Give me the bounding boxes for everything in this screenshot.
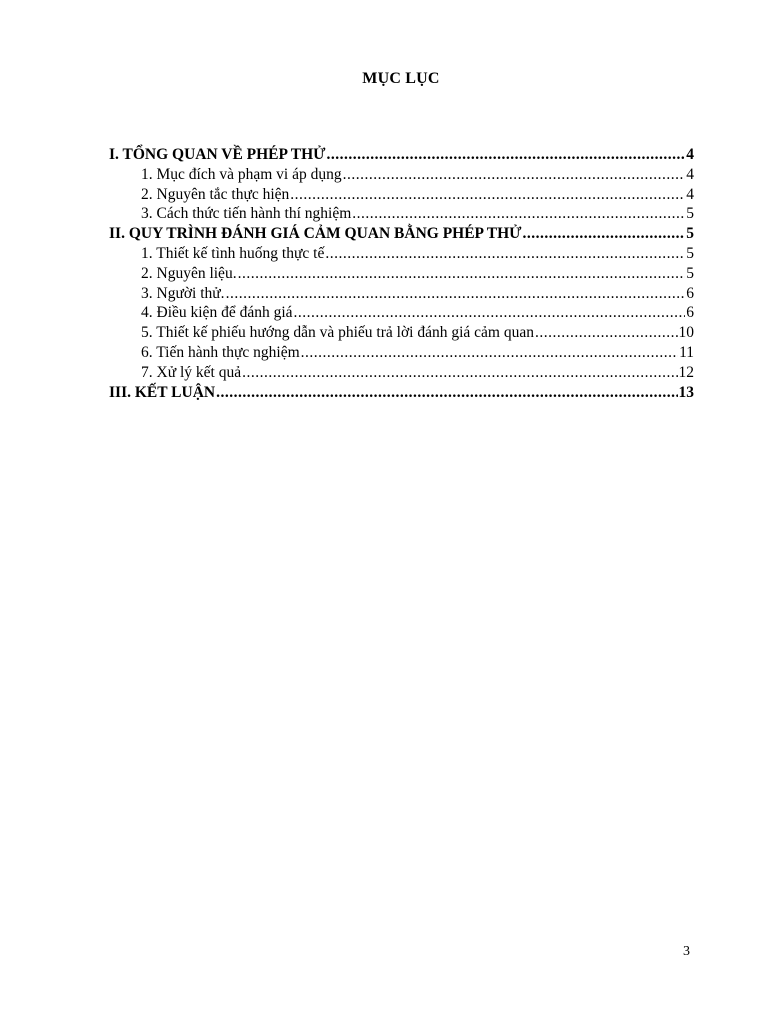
toc-entry-label: 1. Thiết kế tình huống thực tế xyxy=(141,244,325,262)
toc-dot-leader xyxy=(325,244,685,264)
toc-entry-page: 13 xyxy=(678,383,694,401)
toc-entry-section-3[interactable] xyxy=(109,383,694,403)
toc-dot-leader xyxy=(352,204,685,224)
toc-entry-2-5[interactable] xyxy=(109,323,694,343)
toc-entry-page: 4 xyxy=(686,146,694,163)
toc-entry-2-6[interactable] xyxy=(109,343,694,363)
toc-entry-2-3[interactable] xyxy=(109,284,694,304)
toc-entry-section-1[interactable] xyxy=(109,145,694,165)
toc-dot-leader xyxy=(290,185,685,205)
toc-entry-page: 6 xyxy=(686,304,694,322)
toc-entry-label: II. QUY TRÌNH ĐÁNH GIÁ CẢM QUAN BẰNG PHÉP THỬ xyxy=(109,225,522,243)
toc-entry-page: 5 xyxy=(686,205,694,223)
toc-entry-page: 4 xyxy=(686,185,694,203)
toc-entry-label: 4. Điều kiện để đánh giá xyxy=(141,304,293,322)
toc-entry-label: 3. Cách thức tiến hành thí nghiệm xyxy=(141,205,352,223)
toc-entry-label: 7. Xử lý kết quả xyxy=(141,363,242,381)
toc-entry-page: 10 xyxy=(678,324,694,342)
toc-entry-2-4[interactable] xyxy=(109,303,694,323)
toc-entry-label: 1. Mục đích và phạm vi áp dụng xyxy=(141,165,342,183)
toc-entry-1-3[interactable] xyxy=(109,204,694,224)
table-of-contents xyxy=(109,145,694,402)
toc-entry-page: 5 xyxy=(686,264,694,282)
toc-dot-leader xyxy=(242,363,677,383)
page-number: 3 xyxy=(683,944,690,959)
toc-entry-2-1[interactable] xyxy=(109,244,694,264)
toc-entry-page: 11 xyxy=(679,343,694,361)
toc-entry-2-2[interactable] xyxy=(109,264,694,284)
toc-entry-1-2[interactable] xyxy=(109,185,694,205)
toc-dot-leader xyxy=(343,165,686,185)
toc-entry-section-2[interactable] xyxy=(109,224,694,244)
toc-entry-page: 5 xyxy=(686,225,694,243)
toc-entry-label: 2. Nguyên tắc thực hiện xyxy=(141,185,290,203)
toc-entry-label: III. KẾT LUẬN xyxy=(109,383,216,401)
page-title: MỤC LỤC xyxy=(362,70,440,87)
toc-dot-leader xyxy=(216,383,677,403)
toc-entry-label: 5. Thiết kế phiếu hướng dẫn và phiếu trả lời đánh giá cảm quan xyxy=(141,324,534,342)
toc-entry-label: 6. Tiến hành thực nghiệm xyxy=(141,343,300,361)
toc-entry-label: 3. Người thử. xyxy=(141,284,225,302)
toc-entry-page: 6 xyxy=(686,284,694,302)
toc-entry-page: 12 xyxy=(678,363,694,381)
toc-entry-2-7[interactable] xyxy=(109,363,694,383)
toc-dot-leader xyxy=(294,303,686,323)
toc-entry-page: 5 xyxy=(686,244,694,262)
toc-dot-leader xyxy=(226,284,686,304)
toc-entry-label: 2. Nguyên liệu. xyxy=(141,264,237,282)
toc-dot-leader xyxy=(301,343,678,363)
toc-entry-1-1[interactable] xyxy=(109,165,694,185)
toc-entry-page: 4 xyxy=(686,165,694,183)
toc-dot-leader xyxy=(326,145,685,165)
toc-dot-leader xyxy=(535,323,678,343)
toc-dot-leader xyxy=(238,264,686,284)
toc-dot-leader xyxy=(523,224,686,244)
toc-entry-label: I. TỔNG QUAN VỀ PHÉP THỬ xyxy=(109,146,326,163)
